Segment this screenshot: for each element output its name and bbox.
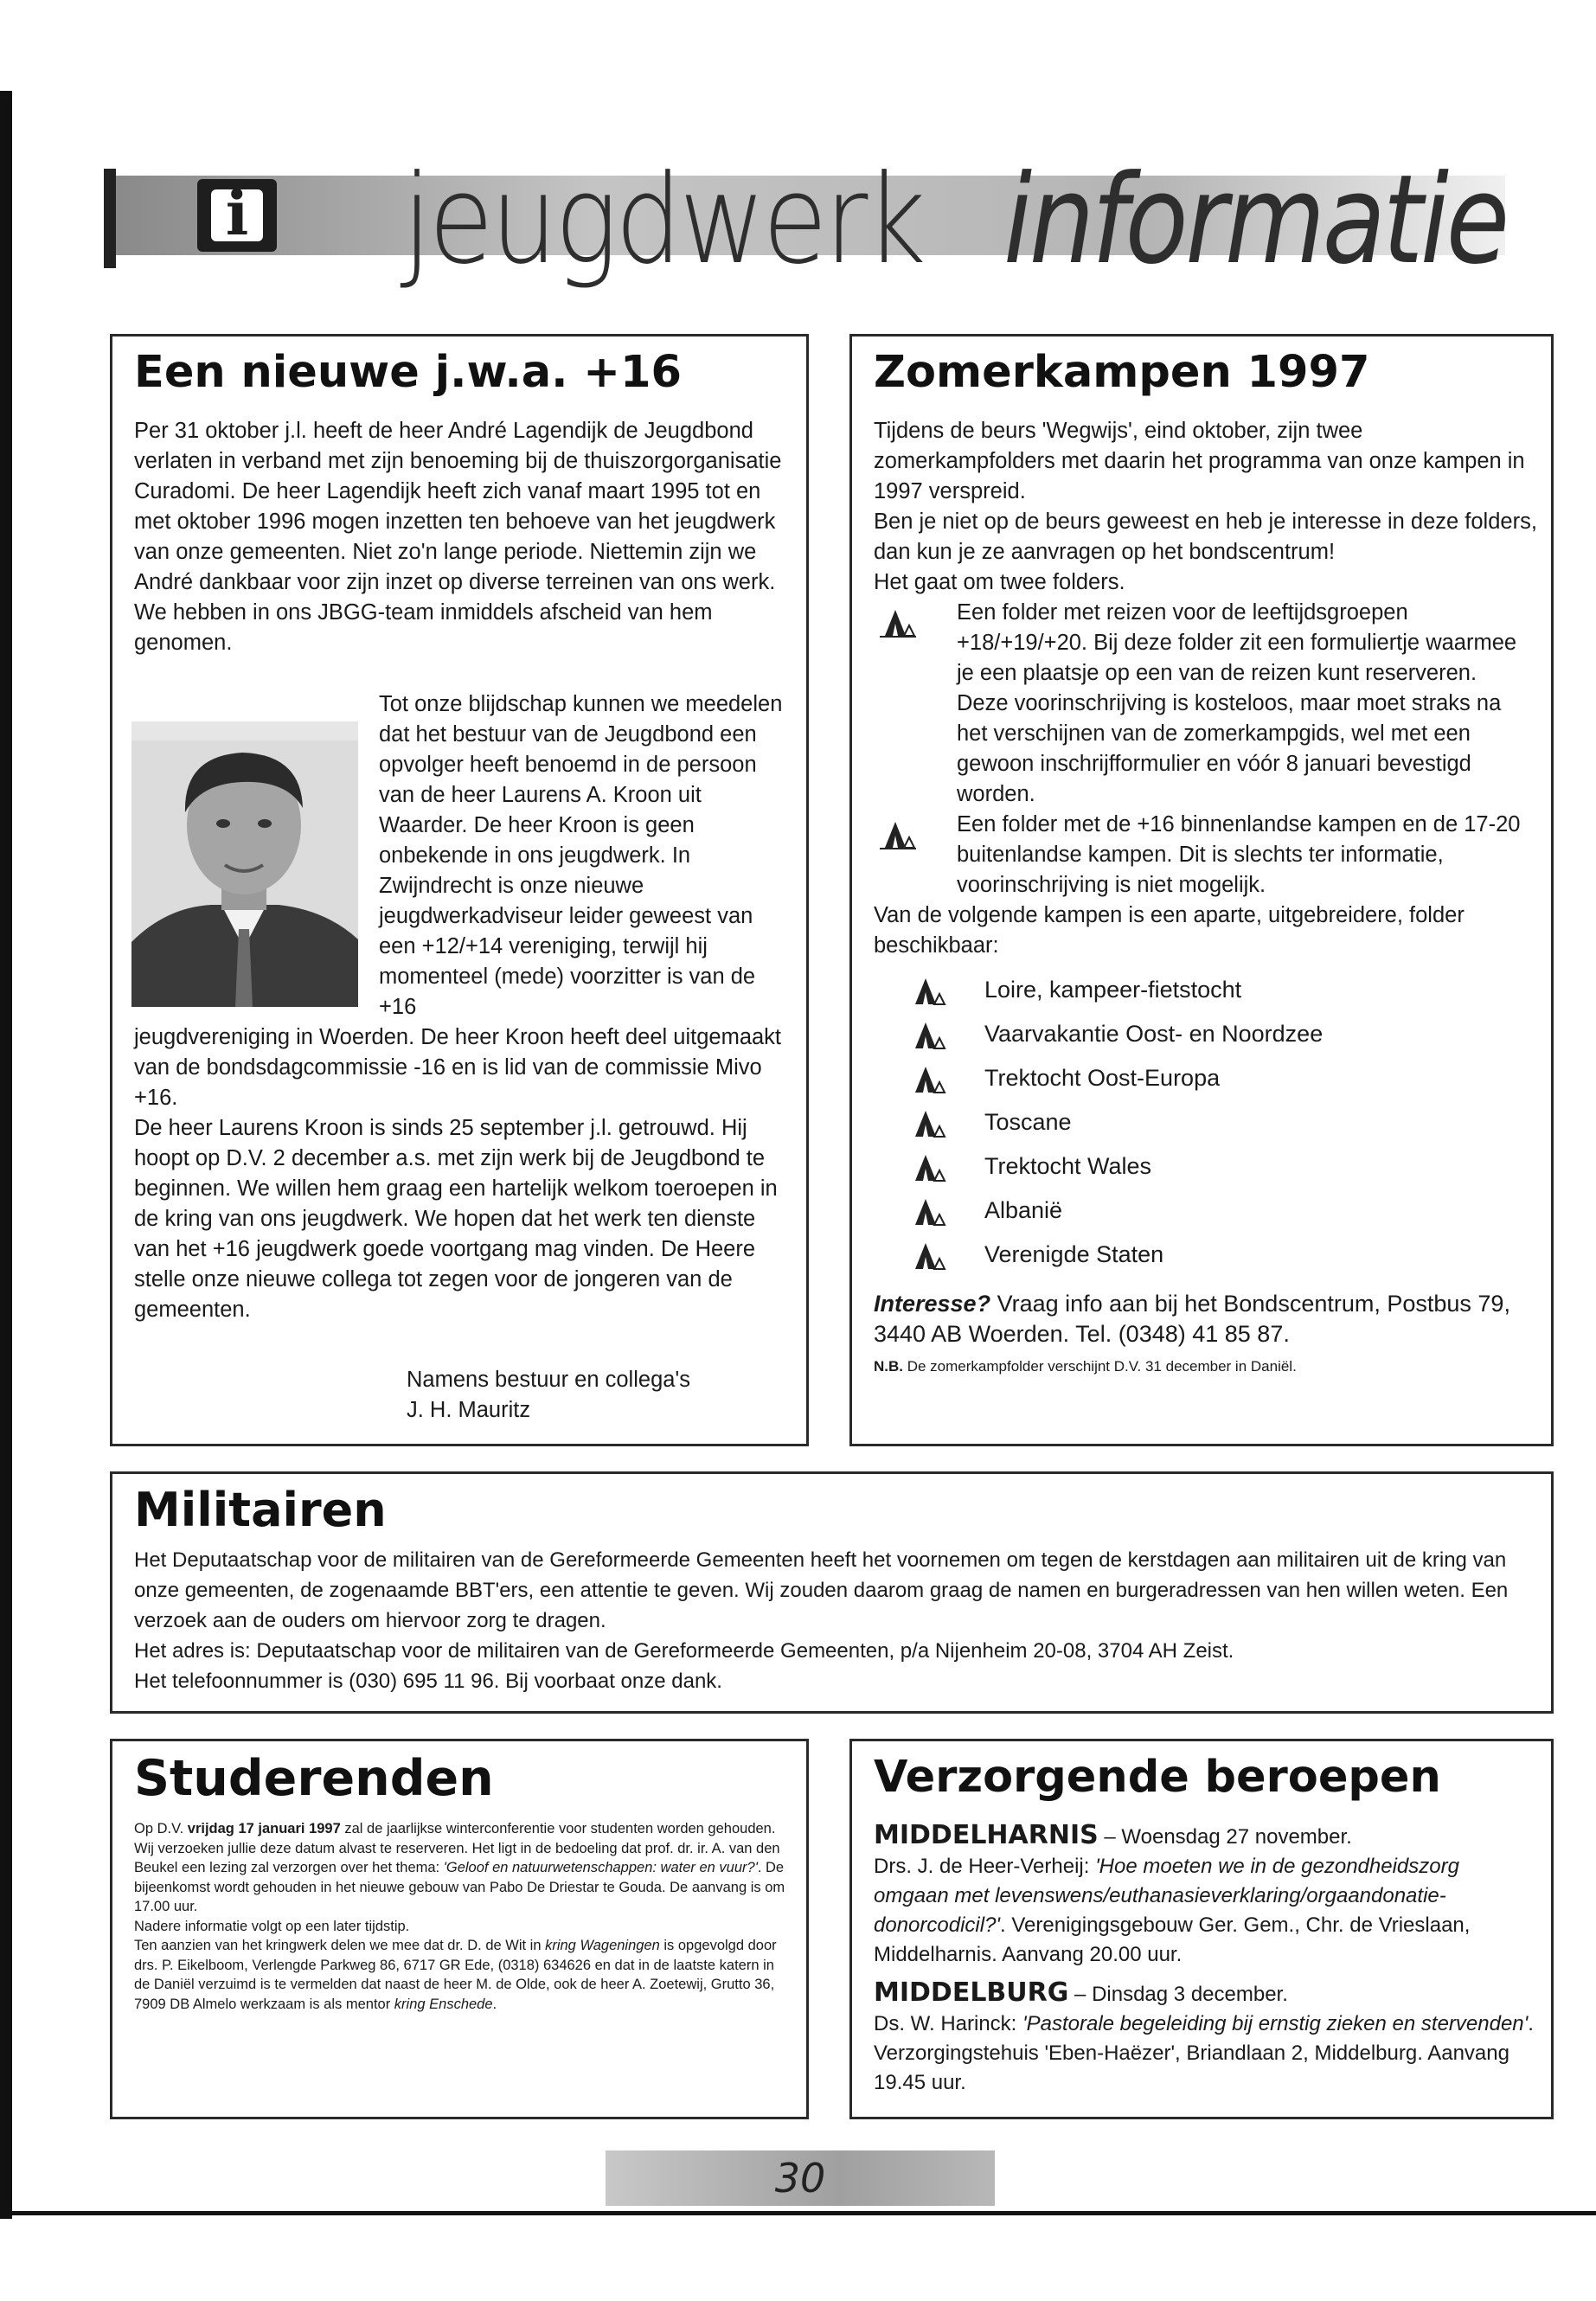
article-militairen xyxy=(110,1471,1554,1714)
studerenden-p1 xyxy=(134,1819,792,1917)
tent-icon xyxy=(878,817,918,851)
header-banner xyxy=(104,149,1507,316)
jwa-intro: Per 31 oktober j.l. heeft de heer André Lagendijk de Jeugdbond verlaten in verband met zijn benoeming bij de thuiszorgorganisatie Curadomi. De heer Lagendijk heeft zich vanaf maart 1995 tot en met oktober 1996 mogen inzetten ten behoeve van het jeugdwerk van onze gemeenten. Niet zo'n lange periode. Niettemin zijn we André dankbaar voor zijn inzet op diverse terreinen van ons werk. We hebben in ons JBGG-team inmiddels afscheid van hem genomen. xyxy=(134,419,782,655)
interesse-text: Vraag info aan bij het Bondscentrum, Postbus 79, 3440 AB Woerden. Tel. (0348) 41 85 87. xyxy=(874,1291,1510,1347)
folder-item-2 xyxy=(874,810,1540,901)
studerenden-kring2: kring Enschede xyxy=(394,1996,493,2012)
jwa-continuation: jeugdvereniging in Woerden. De heer Kroon heeft deel uitgemaakt van de bondsdagcommissie -16 en is lid van de commissie Mivo +16. xyxy=(134,1025,782,1110)
page-left-border xyxy=(0,91,12,2219)
kamp-label: Vaarvakantie Oost- en Noordzee xyxy=(984,1021,1324,1047)
kampen-list xyxy=(874,968,1540,1277)
article-jwa xyxy=(110,334,809,1446)
folder-item-1 xyxy=(874,598,1540,810)
page-number: 30 xyxy=(774,2155,826,2202)
studerenden-p1-d: . De bijeenkomst wordt gehouden in het nieuwe gebouw van Pabo De Driestar te Gouda. De aanvang is om 17.00 uur. xyxy=(134,1860,785,1914)
page-number-bar xyxy=(606,2150,995,2206)
studerenden-p3 xyxy=(134,1936,792,2014)
zomer-p1: Tijdens de beurs 'Wegwijs', eind oktober, zijn twee zomerkampfolders met daarin het programma van onze kampen in 1997 verspreid. xyxy=(874,419,1525,503)
militairen-p1: Het Deputaatschap voor de militairen van de Gereformeerde Gemeenten heeft het voornemen om tegen de kerstdagen aan militairen uit de kring van onze gemeenten, de zogenaamde BBT'ers, een attentie te geven. Wij zouden daarom graag de namen en burgeradressen van hen willen weten. Een verzoek aan de ouders om hiervoor zorg te dragen. xyxy=(134,1548,1509,1632)
interesse-label: Interesse? xyxy=(874,1291,991,1317)
portrait-photo xyxy=(131,721,358,1007)
studerenden-thema: 'Geloof en natuurwetenschappen: water en vuur?' xyxy=(443,1860,758,1875)
studerenden-p2: Nadere informatie volgt op een later tijdstip. xyxy=(134,1918,410,1934)
tent-icon xyxy=(908,973,948,1008)
zomer-p4: Van de volgende kampen is een aparte, uitgebreidere, folder beschikbaar: xyxy=(874,903,1465,958)
tent-icon xyxy=(908,1106,948,1140)
studerenden-p3-c: . xyxy=(492,1996,497,2012)
event-title-1: 'Hoe moeten we in de gezondheidszorg omgaan met levenswens/euthanasieverklaring/orgaandonatie-donorcodicil?' xyxy=(874,1855,1459,1937)
event-speaker-1: Drs. J. de Heer-Verheij: xyxy=(874,1855,1096,1878)
nb-text: De zomerkampfolder verschijnt D.V. 31 december in Daniël. xyxy=(903,1358,1297,1375)
article-zomerkampen xyxy=(849,334,1554,1446)
event-middelharnis xyxy=(874,1821,1540,1970)
nb-note xyxy=(874,1356,1540,1377)
kamp-label: Toscane xyxy=(984,1109,1072,1135)
verzorgende-heading: Verzorgende beroepen xyxy=(874,1752,1441,1803)
tent-icon xyxy=(878,605,918,639)
jwa-para3: De heer Laurens Kroon is sinds 25 september j.l. getrouwd. Hij hoopt op D.V. 2 december a.s. met zijn werk bij de Jeugdbond te beginnen. We willen hem graag een hartelijk welkom toeroepen in de kring van ons jeugdwerk. We hopen dat het werk ten dienste van het +16 jeugdwerk goede voortgang mag vinden. De Heere stelle onze nieuwe collega tot zegen voor de jongeren van de gemeenten. xyxy=(134,1116,778,1322)
info-logo-letter: i xyxy=(225,177,249,249)
kamp-label: Verenigde Staten xyxy=(984,1241,1164,1267)
event-place-1: . Verenigingsgebouw Ger. Gem., Chr. de Vrieslaan, Middelharnis. Aanvang 20.00 uur. xyxy=(874,1913,1471,1966)
studerenden-p3-b: is opgevolgd door drs. P. Eikelboom, Verlengde Parkweg 86, 6717 GR Ede, (0318) 634626 en dat in de laatste katern in de Daniël verzuimd is te vermelden dat naast de heer M. de Olde, ook de heer A. Zoetewij, Grutto 36, 7909 DB Almelo werkzaam is als mentor xyxy=(134,1938,777,2012)
studerenden-p1-c: zal de jaarlijkse winterconferentie voor studenten worden gehouden. Wij verzoeken jullie deze datum alvast te reserveren. Het ligt in de bedoeling dat prof. dr. ir. A. van den Beukel een lezing zal verzorgen over het thema: xyxy=(134,1821,780,1875)
zomer-p3: Het gaat om twee folders. xyxy=(874,570,1125,594)
zomer-p2: Ben je niet op de beurs geweest en heb je interesse in deze folders, dan kun je ze aanvragen op het bondscentrum! xyxy=(874,510,1537,564)
kamp-item xyxy=(874,1144,1540,1189)
tent-icon xyxy=(908,1150,948,1184)
article-verzorgende xyxy=(849,1739,1554,2119)
event-place-2: . Verzorgingstehuis 'Eben-Haëzer', Briandlaan 2, Middelburg. Aanvang 19.45 uur. xyxy=(874,2012,1534,2094)
folder-text-1: Een folder met reizen voor de leeftijdsgroepen +18/+19/+20. Bij deze folder zit een formuliertje waarmee je een plaatsje op een van de reizen kunt reserveren. Deze voorinschrijving is kosteloos, maar moet straks na het verschijnen van de zomerkampgids, wel met een gewoon inschrijfformulier en vóór 8 januari bevestigd worden. xyxy=(957,600,1517,806)
jwa-side-text: Tot onze blijdschap kunnen we meedelen dat het bestuur van de Jeugdbond een opvolger heeft benoemd in de persoon van de heer Laurens A. Kroon uit Waarder. De heer Kroon is geen onbekende in ons jeugdwerk. In Zwijndrecht is onze nieuwe jeugdwerkadviseur leider geweest van een +12/+14 vereniging, terwijl hij momenteel (mede) voorzitter is van de +16 xyxy=(379,692,783,1019)
header-title-part2: informatie xyxy=(1003,149,1507,292)
page-bottom-border xyxy=(0,2211,1596,2215)
studerenden-heading: Studerenden xyxy=(134,1750,494,1807)
event-city-2: MIDDELBURG xyxy=(874,1977,1069,2008)
event-date-1: – Woensdag 27 november. xyxy=(1098,1825,1352,1849)
event-date-2: – Dinsdag 3 december. xyxy=(1068,1983,1288,2006)
event-title-2: 'Pastorale begeleiding bij ernstig zieken en stervenden' xyxy=(1022,2012,1529,2035)
studerenden-kring1: kring Wageningen xyxy=(545,1938,660,1953)
militairen-p3: Het telefoonnummer is (030) 695 11 96. Bij voorbaat onze dank. xyxy=(134,1670,722,1693)
kamp-item xyxy=(874,1100,1540,1144)
tent-icon xyxy=(908,1017,948,1052)
tent-icon xyxy=(908,1061,948,1096)
article-studerenden xyxy=(110,1739,809,2119)
kamp-item xyxy=(874,1056,1540,1100)
kamp-label: Albanië xyxy=(984,1197,1063,1223)
kamp-item xyxy=(874,968,1540,1012)
tent-icon xyxy=(908,1194,948,1228)
event-middelburg xyxy=(874,1978,1540,2098)
studerenden-p1-a: Op D.V. xyxy=(134,1821,188,1836)
event-city-1: MIDDELHARNIS xyxy=(874,1820,1099,1850)
studerenden-date: vrijdag 17 januari 1997 xyxy=(187,1821,341,1836)
info-logo xyxy=(197,179,277,252)
header-title-part1: jeugdwerk xyxy=(402,149,924,292)
kamp-label: Trektocht Oost-Europa xyxy=(984,1065,1221,1091)
jwa-sign-line1: Namens bestuur en collega's xyxy=(407,1368,691,1392)
kamp-item xyxy=(874,1189,1540,1233)
nb-label: N.B. xyxy=(874,1358,903,1375)
kamp-label: Loire, kampeer-fietstocht xyxy=(984,977,1242,1003)
jwa-heading: Een nieuwe j.w.a. +16 xyxy=(134,347,682,398)
interesse-paragraph xyxy=(874,1289,1540,1349)
kamp-item xyxy=(874,1233,1540,1277)
kamp-item xyxy=(874,1012,1540,1056)
militairen-heading: Militairen xyxy=(134,1483,387,1537)
studerenden-p3-a: Ten aanzien van het kringwerk delen we mee dat dr. D. de Wit in xyxy=(134,1938,546,1953)
zomer-heading: Zomerkampen 1997 xyxy=(874,347,1370,398)
tent-icon xyxy=(908,1238,948,1272)
kamp-label: Trektocht Wales xyxy=(984,1153,1152,1179)
event-speaker-2: Ds. W. Harinck: xyxy=(874,2012,1023,2035)
folder-text-2: Een folder met de +16 binnenlandse kampen en de 17-20 buitenlandse kampen. Dit is slechts ter informatie, voorinschrijving is niet mogelijk. xyxy=(957,812,1521,897)
militairen-p2: Het adres is: Deputaatschap voor de militairen van de Gereformeerde Gemeenten, p/a Nijenheim 20-08, 3704 AH Zeist. xyxy=(134,1639,1234,1663)
jwa-sign-line2: J. H. Mauritz xyxy=(407,1398,531,1422)
